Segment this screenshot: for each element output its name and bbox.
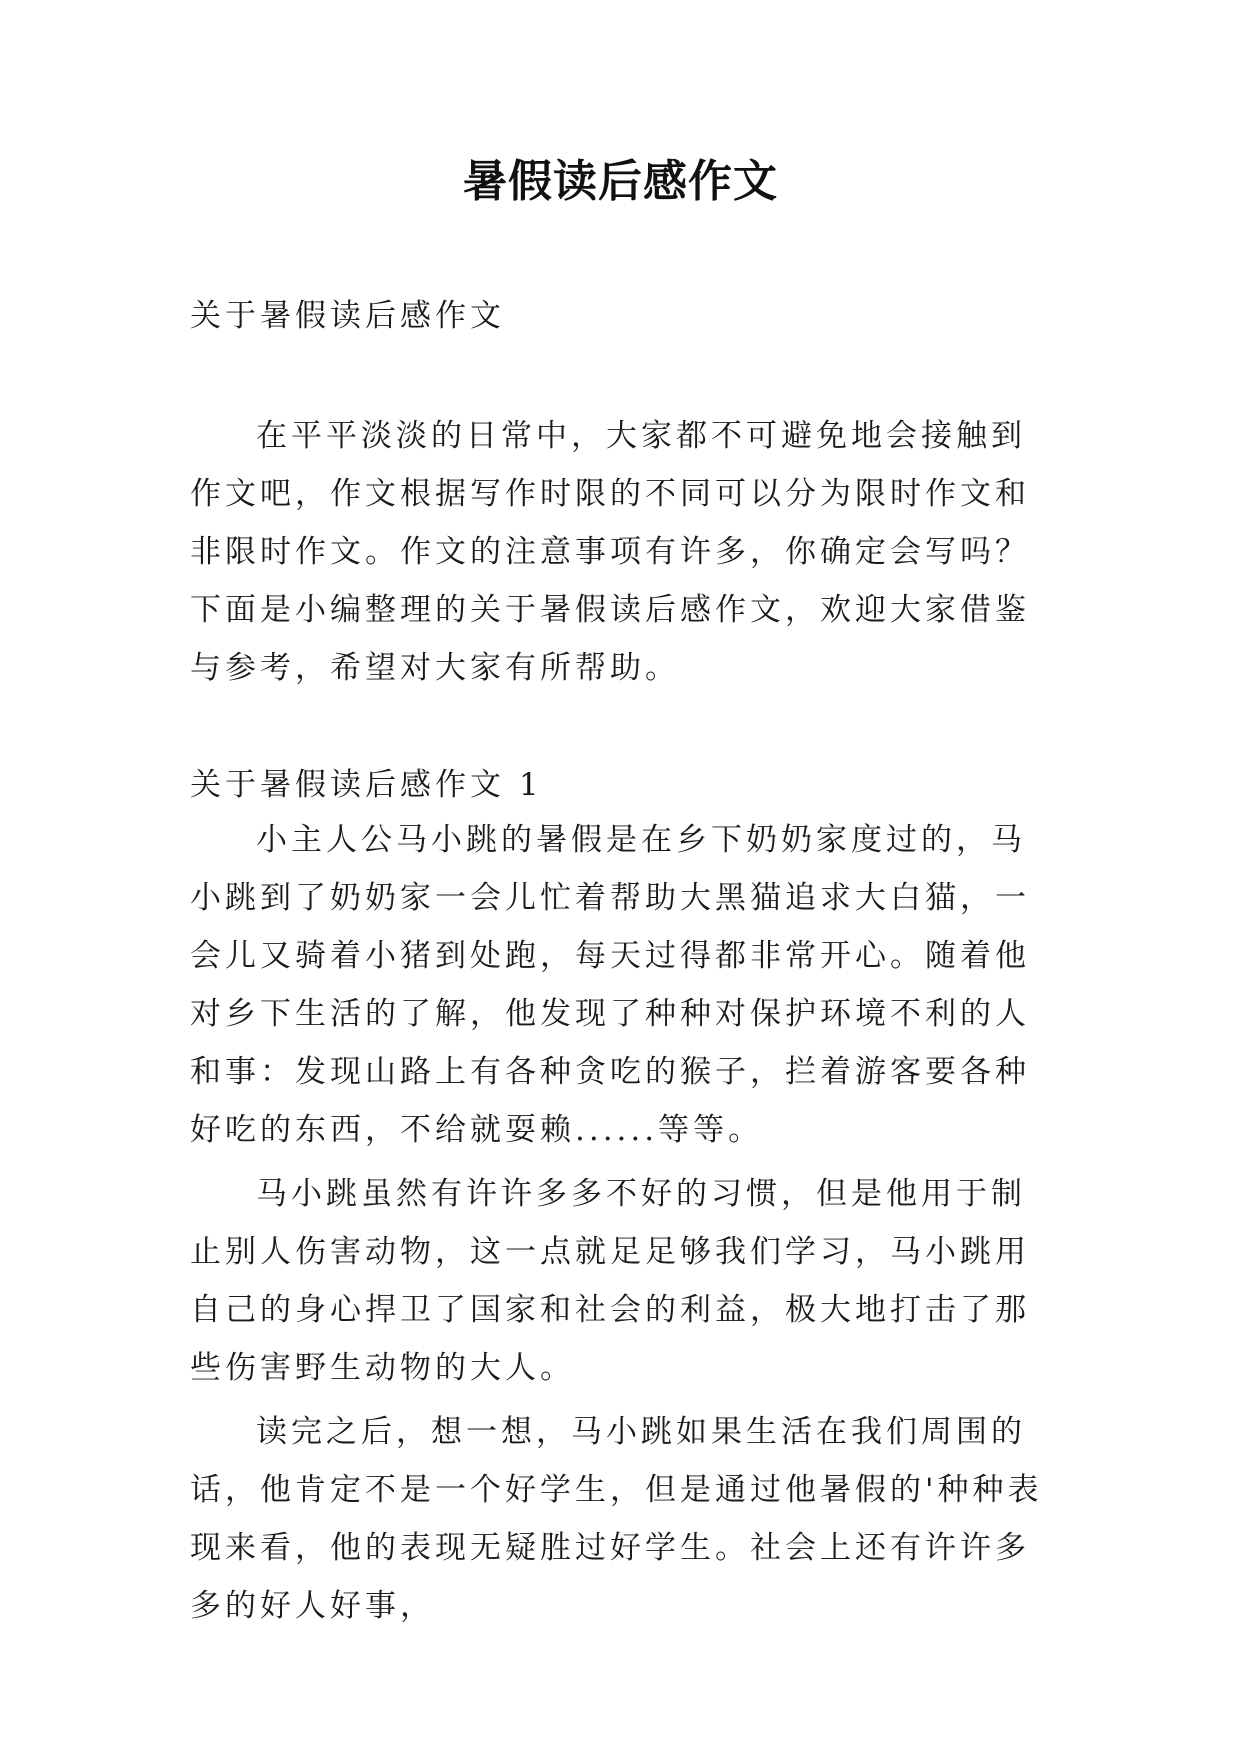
article-heading: 关于暑假读后感作文 1 [190,767,543,803]
intro-paragraph: 在平平淡淡的日常中，大家都不可避免地会接触到作文吧，作文根据写作时限的不同可以分为限时作文和非限时作文。作文的注意事项有许多，你确定会写吗？下面是小编整理的关于暑假读后感作文，欢迎大家借鉴与参考，希望对大家有所帮助。 [190,418,1030,686]
document-subtitle: 关于暑假读后感作文 [190,298,505,334]
article-paragraph-3: 读完之后，想一想，马小跳如果生活在我们周围的话，他肯定不是一个好学生，但是通过他暑假的'种种表现来看，他的表现无疑胜过好学生。社会上还有许许多多的好人好事， [190,1414,1043,1624]
article-section [190,765,1060,1641]
document-title: 暑假读后感作文 [463,156,778,207]
article-paragraph-2: 马小跳虽然有许许多多不好的习惯，但是他用于制止别人伤害动物，这一点就足足够我们学习，马小跳用自己的身心捍卫了国家和社会的利益，极大地打击了那些伤害野生动物的大人。 [190,1176,1030,1386]
article-paragraph-1: 小主人公马小跳的暑假是在乡下奶奶家度过的，马小跳到了奶奶家一会儿忙着帮助大黑猫追求大白猫，一会儿又骑着小猪到处跑，每天过得都非常开心。随着他对乡下生活的了解，他发现了种种对保护环境不利的人和事：发现山路上有各种贪吃的猴子，拦着游客要各种好吃的东西，不给就耍赖......等等。 [190,822,1030,1148]
